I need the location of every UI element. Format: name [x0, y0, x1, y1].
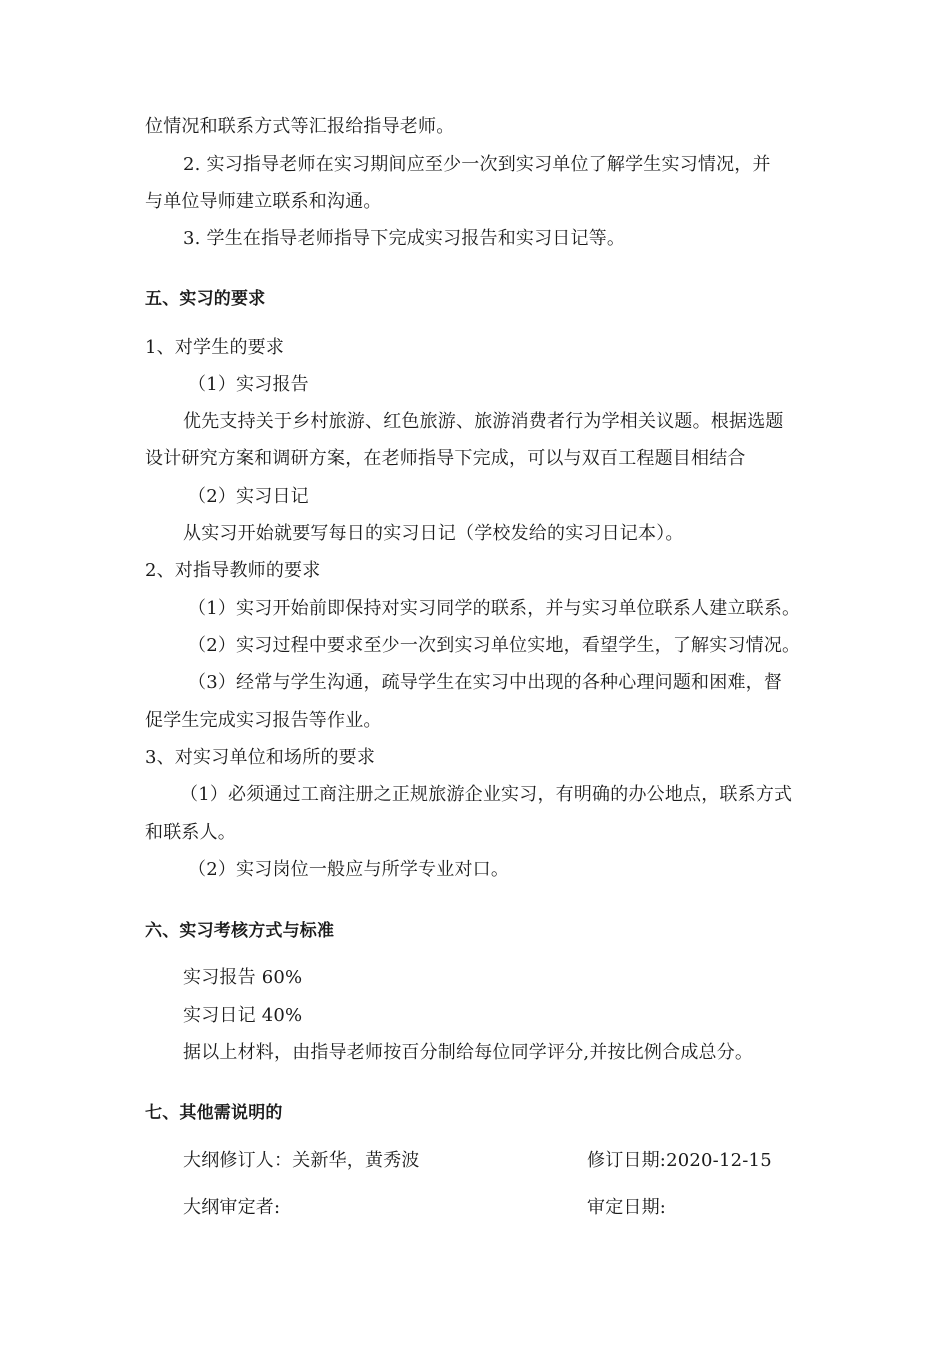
teachers-item-2: （2）实习过程中要求至少一次到实习单位实地，看望学生，了解实习情况。	[188, 635, 801, 656]
report-text-line-1: 优先支持关于乡村旅游、红色旅游、旅游消费者行为学相关议题。根据选题	[183, 411, 784, 432]
teachers-item-3-line-2: 促学生完成实习报告等作业。	[145, 710, 382, 731]
students-requirements-heading: 1、对学生的要求	[145, 337, 285, 358]
report-subheading: （1）实习报告	[188, 374, 309, 395]
approver-label: 大纲审定者:	[183, 1197, 281, 1218]
continuation-line: 位情况和联系方式等汇报给指导老师。	[145, 116, 455, 137]
report-text-line-2: 设计研究方案和调研方案，在老师指导下完成，可以与双百工程题目相结合	[145, 448, 746, 469]
approval-date-label: 审定日期:	[587, 1197, 667, 1218]
units-requirements-heading: 3、对实习单位和场所的要求	[145, 747, 376, 768]
scoring-text: 据以上材料，由指导老师按百分制给每位同学评分,并按比例合成总分。	[183, 1042, 754, 1063]
units-item-1-line-2: 和联系人。	[145, 822, 236, 843]
diary-weight: 实习日记 40%	[183, 1005, 303, 1026]
diary-subheading: （2）实习日记	[188, 486, 309, 507]
report-weight: 实习报告 60%	[183, 967, 303, 988]
teachers-item-3-line-1: （3）经常与学生沟通，疏导学生在实习中出现的各种心理问题和困难，督	[188, 672, 783, 693]
units-item-2: （2）实习岗位一般应与所学专业对口。	[188, 859, 510, 880]
section-6-title: 六、实习考核方式与标准	[145, 921, 335, 941]
section-7-title: 七、其他需说明的	[145, 1103, 283, 1123]
guidance-item-2-line-2: 与单位导师建立联系和沟通。	[145, 191, 382, 212]
diary-text-line-1: 从实习开始就要写每日的实习日记（学校发给的实习日记本）。	[183, 523, 684, 544]
teachers-item-1: （1）实习开始前即保持对实习同学的联系，并与实习单位联系人建立联系。	[188, 598, 801, 619]
guidance-item-3: 3. 学生在指导老师指导下完成实习报告和实习日记等。	[183, 228, 626, 249]
teachers-requirements-heading: 2、对指导教师的要求	[145, 560, 321, 581]
section-5-title: 五、实习的要求	[145, 289, 266, 309]
units-item-1-line-1: （1）必须通过工商注册之正规旅游企业实习，有明确的办公地点，联系方式	[180, 784, 793, 805]
revision-date-label: 修订日期:2020-12-15	[587, 1150, 772, 1171]
guidance-item-2-line-1: 2. 实习指导老师在实习期间应至少一次到实习单位了解学生实习情况，并	[183, 154, 771, 175]
reviser-label: 大纲修订人：关新华，黄秀波	[183, 1150, 420, 1171]
